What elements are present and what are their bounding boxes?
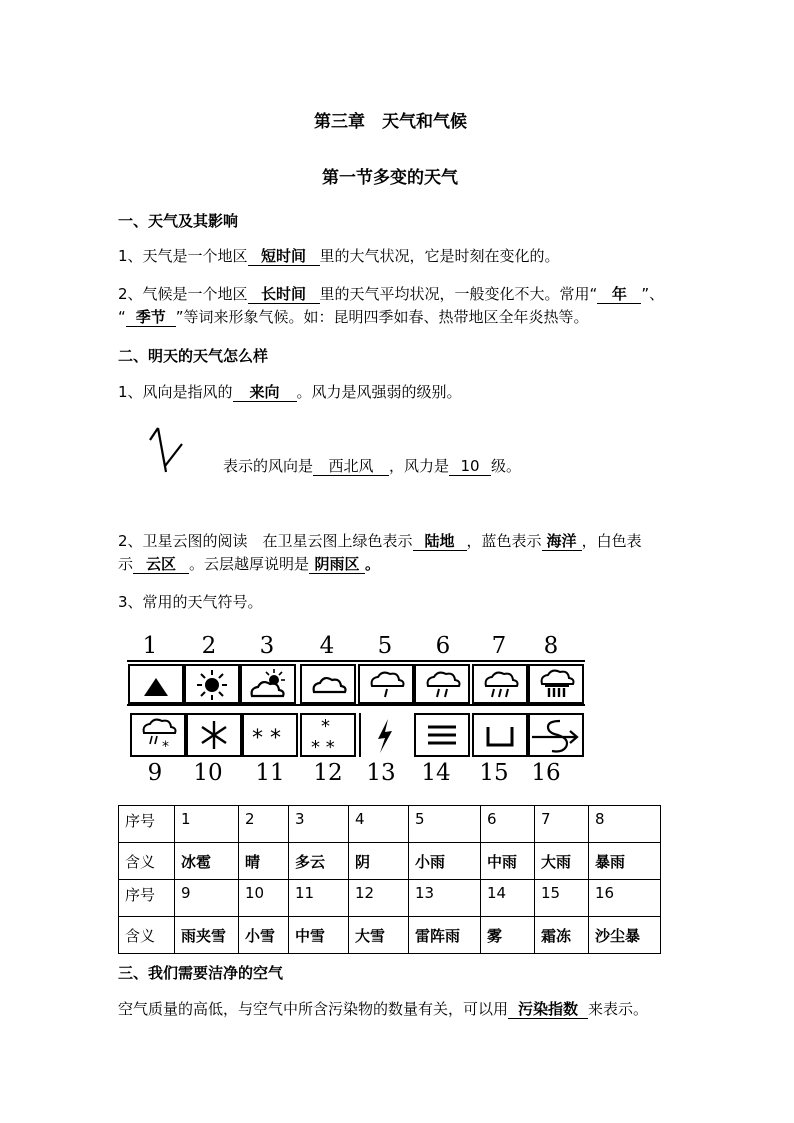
part2-q2-line1 (118, 531, 642, 551)
symbol-number: 3 (259, 633, 275, 659)
symbol-number: 8 (543, 633, 559, 659)
table-cell: 雷阵雨 (409, 917, 481, 954)
section-title: 第一节多变的天气 (322, 168, 458, 188)
symbol-number: 4 (319, 633, 335, 659)
q2-text-post: ”等词来形象气候。如：昆明四季如春、热带地区全年炎热等。 (175, 308, 589, 326)
table-cell: 多云 (289, 843, 349, 880)
table-cell: 雾 (481, 917, 535, 954)
answer-blank: 阴雨区 (309, 555, 365, 574)
table-cell: 序号 (119, 806, 175, 843)
wind-q-text-post: 。风力是风强弱的级别。 (296, 383, 462, 401)
table-cell: 大雪 (349, 917, 409, 954)
svg-text:*: * (321, 716, 330, 737)
symbol-strip-rule (127, 660, 585, 662)
table-cell: 序号 (119, 880, 175, 917)
air-q-text: 空气质量的高低，与空气中所含污染物的数量有关，可以用 (118, 1000, 509, 1018)
answer-blank: 海洋 (542, 532, 582, 551)
sun-icon (184, 664, 240, 704)
table-cell: 14 (481, 880, 535, 917)
table-cell: 15 (535, 880, 589, 917)
overcast-icon (300, 664, 356, 704)
table-cell: 11 (289, 880, 349, 917)
answer-blank: 10 (449, 457, 491, 476)
answer-blank: 陆地 (413, 532, 467, 551)
hail-icon (128, 664, 184, 704)
answer-blank: 短时间 (248, 247, 320, 266)
weather-symbol-table (118, 805, 661, 954)
table-row (119, 843, 661, 880)
wind-text-post: 级。 (491, 457, 522, 475)
frost-icon (472, 713, 528, 757)
part3-heading: 三、我们需要洁净的空气 (118, 964, 284, 982)
table-cell: 暴雨 (589, 843, 661, 880)
svg-text:*: * (162, 739, 169, 755)
light-snow-icon (186, 713, 242, 757)
table-cell: 含义 (119, 843, 175, 880)
table-cell: 雨夹雪 (175, 917, 239, 954)
wind-text: 表示的风向是 (223, 457, 314, 475)
table-cell: 阴 (349, 843, 409, 880)
answer-blank: 季节 (126, 308, 176, 327)
symbol-number: 9 (147, 760, 163, 786)
answer-blank: 来向 (233, 383, 297, 402)
symbol-number: 12 (313, 760, 343, 786)
table-cell: 4 (349, 806, 409, 843)
part3-q1 (118, 999, 648, 1019)
part1-q2-line1 (118, 284, 664, 304)
cloud-q-text-mid3: 。云层越厚说明是 (189, 555, 310, 573)
table-cell: 中雪 (289, 917, 349, 954)
cloud-q-text: 2、卫星云图的阅读 在卫星云图上绿色表示 (118, 532, 413, 550)
partly-cloudy-icon (240, 664, 296, 704)
rainstorm-icon (528, 664, 584, 704)
answer-blank: 污染指数 (508, 1000, 588, 1019)
table-row (119, 917, 661, 954)
table-cell: 小雪 (239, 917, 289, 954)
symbol-number: 2 (201, 633, 217, 659)
symbol-number: 11 (255, 760, 285, 786)
table-cell: 中雨 (481, 843, 535, 880)
svg-text:* *: * * (252, 726, 281, 751)
part2-q3: 3、常用的天气符号。 (118, 593, 263, 611)
part1-heading: 一、天气及其影响 (118, 212, 239, 230)
sleet-icon (130, 713, 186, 757)
part2-q1 (118, 382, 462, 402)
symbol-number: 7 (491, 633, 507, 659)
wind-barb-icon (148, 420, 194, 476)
table-cell: 3 (289, 806, 349, 843)
moderate-snow-icon (242, 713, 298, 757)
symbol-number: 14 (421, 760, 451, 786)
cloud-q-text-line2: 示 (118, 555, 134, 573)
chapter-title: 第三章 天气和气候 (314, 112, 467, 132)
part1-q1 (118, 246, 560, 266)
answer-blank: 西北风 (313, 457, 389, 476)
cloud-q-text-post: 。 (365, 555, 381, 573)
table-cell: 8 (589, 806, 661, 843)
q2-text: 2、气候是一个地区 (118, 285, 248, 303)
symbol-number: 15 (479, 760, 509, 786)
symbol-number: 13 (366, 760, 396, 786)
symbol-number: 16 (531, 760, 561, 786)
table-cell: 霜冻 (535, 917, 589, 954)
answer-blank: 云区 (133, 555, 189, 574)
q1-text: 1、天气是一个地区 (118, 247, 248, 265)
q1-text-post: 里的大气状况，它是时刻在变化的。 (319, 247, 560, 265)
table-cell: 16 (589, 880, 661, 917)
table-row (119, 880, 661, 917)
symbol-number: 1 (142, 633, 158, 659)
table-cell: 含义 (119, 917, 175, 954)
table-cell: 5 (409, 806, 481, 843)
table-cell: 晴 (239, 843, 289, 880)
cloud-q-text-mid: ，蓝色表示 (466, 532, 542, 550)
table-cell: 13 (409, 880, 481, 917)
heavy-rain-icon (472, 664, 528, 704)
svg-text:* *: * * (311, 737, 335, 755)
air-q-text-post: 来表示。 (588, 1000, 649, 1018)
symbol-number: 6 (435, 633, 451, 659)
q2-text-mid2: ”、 (641, 285, 665, 303)
moderate-rain-icon (414, 664, 470, 704)
table-cell: 冰雹 (175, 843, 239, 880)
table-cell: 12 (349, 880, 409, 917)
table-cell: 沙尘暴 (589, 917, 661, 954)
thunderstorm-icon (358, 713, 414, 757)
part1-q2-line2 (118, 307, 589, 327)
symbol-number: 10 (193, 760, 223, 786)
table-cell: 7 (535, 806, 589, 843)
fog-icon (414, 713, 470, 757)
part2-q2-line2 (118, 554, 380, 574)
table-row (119, 806, 661, 843)
table-cell: 10 (239, 880, 289, 917)
table-cell: 小雨 (409, 843, 481, 880)
table-cell: 大雨 (535, 843, 589, 880)
table-cell: 6 (481, 806, 535, 843)
cloud-q-text-mid2: ，白色表 (581, 532, 642, 550)
table-cell: 9 (175, 880, 239, 917)
q2-text-mid: 里的天气平均状况，一般变化不大。常用“ (319, 285, 598, 303)
wind-answer-line (223, 456, 521, 476)
wind-text-mid: ，风力是 (389, 457, 450, 475)
answer-blank: 长时间 (248, 285, 320, 304)
answer-blank: 年 (597, 285, 641, 304)
wind-q-text: 1、风向是指风的 (118, 383, 233, 401)
part2-heading: 二、明天的天气怎么样 (118, 347, 269, 365)
table-cell: 1 (175, 806, 239, 843)
light-rain-icon (358, 664, 414, 704)
symbol-number: 5 (377, 633, 393, 659)
sandstorm-icon (528, 713, 584, 757)
symbol-strip-rule (127, 704, 585, 706)
q2-text-line2: “ (118, 308, 126, 326)
heavy-snow-icon (300, 713, 356, 757)
table-cell: 2 (239, 806, 289, 843)
